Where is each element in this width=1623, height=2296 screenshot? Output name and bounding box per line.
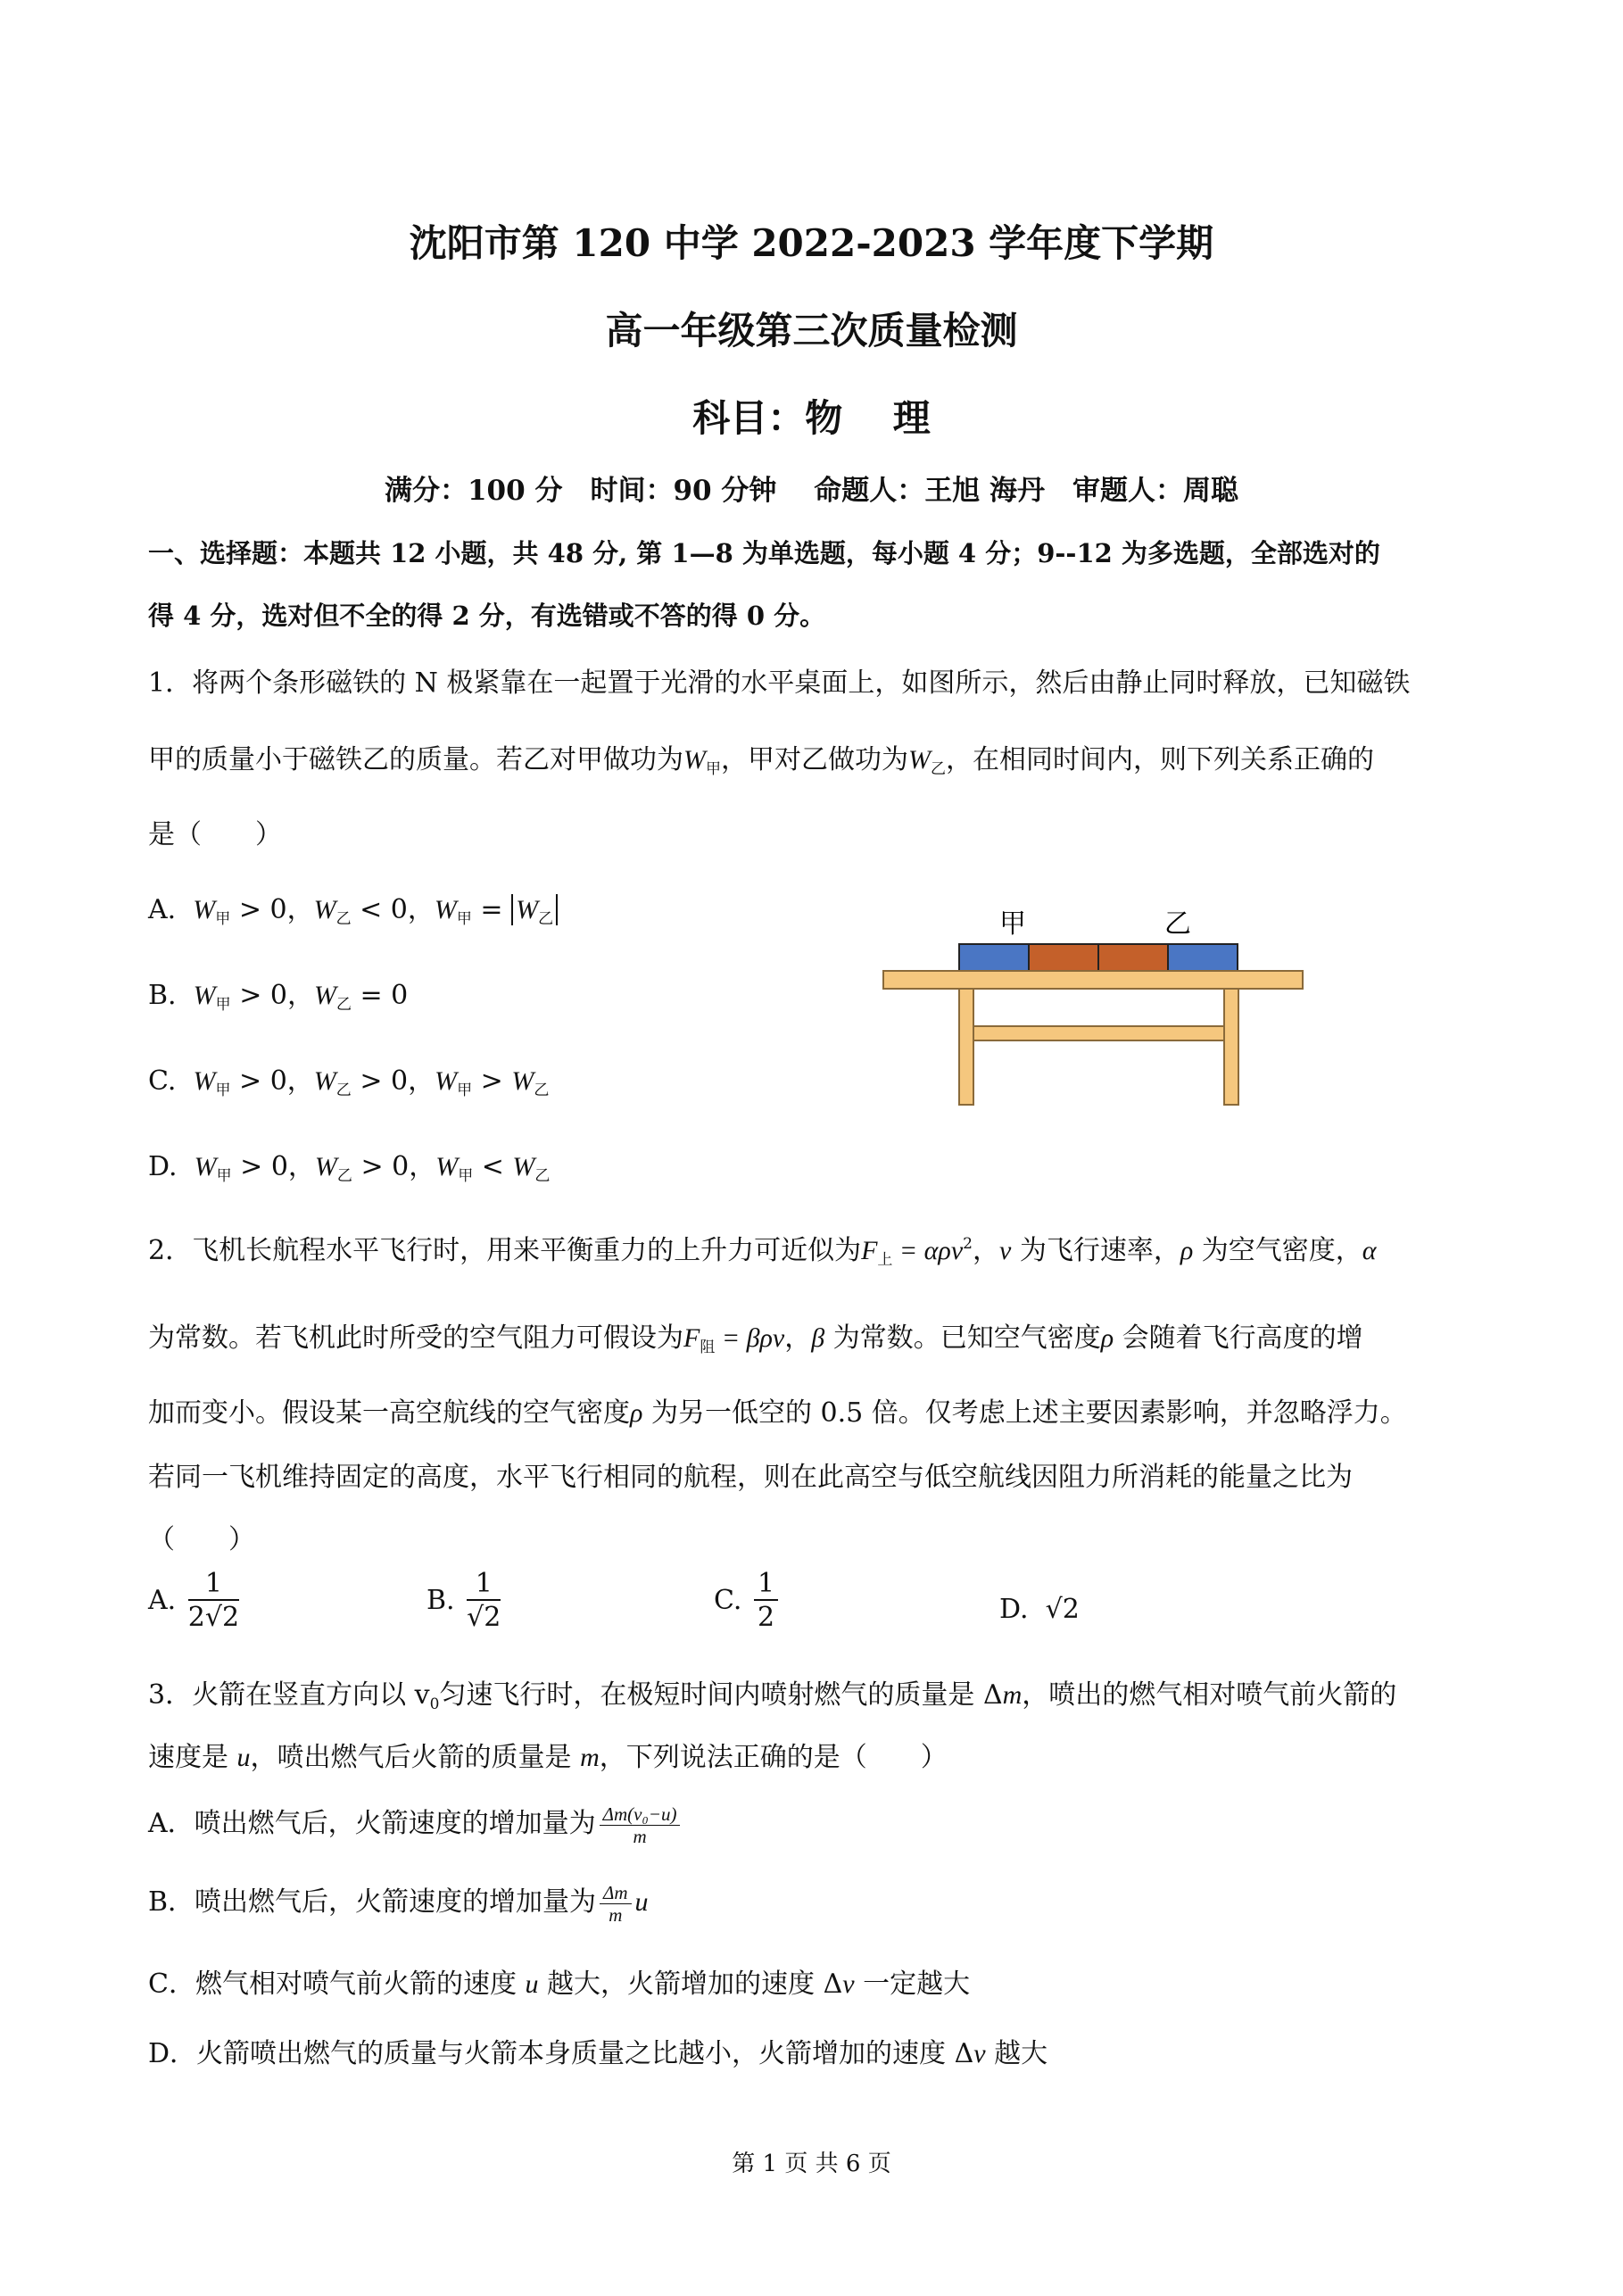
section-heading-line1: 一、选择题：本题共 12 小题，共 48 分, 第 1—8 为单选题，每小题 4 分；9--12 为多选题，全部选对的 [148,538,1380,568]
q2-line2: 为常数。若飞机此时所受的空气阻力可假设为$F_阻 = \beta\rho v$，β 为常数。已知空气密度ρ 会随着飞行高度的增 [148,1322,1363,1356]
table-top [883,971,1303,989]
magnet-yi-n-pole [1098,944,1168,971]
q1-option-a[interactable]: A. $W_甲 > 0$，$W_乙 < 0$，$W_甲 = W_乙$ [148,887,558,926]
label-yi: 乙 [1164,908,1191,940]
q1-option-c[interactable]: C. $W_甲 > 0$，$W_乙 > 0$，$W_甲 > W_乙$ [148,1065,550,1099]
q2-option-d[interactable]: D. √2 [999,1594,1080,1625]
q1-line1: 1．将两个条形磁铁的 N 极紧靠在一起置于光滑的水平桌面上，如图所示，然后由静止同时释放，已知磁铁 [148,667,1411,699]
q3-line2: 速度是 u，喷出燃气后火箭的质量是 m，下列说法正确的是（ ） [148,1742,948,1773]
magnet-table-figure [874,901,1321,1133]
page-subtitle: 高一年级第三次质量检测 [605,309,1018,352]
q1-option-d[interactable]: D. $W_甲 > 0$，$W_乙 > 0$，$W_甲 < W_乙$ [148,1151,551,1185]
table-crossbar [973,1026,1224,1040]
q2-option-b[interactable]: B. $\frac{1}{√2}$ [426,1568,501,1633]
q3-line1: 3．火箭在竖直方向以 $v_0$匀速飞行时，在极短时间内喷射燃气的质量是 Δm，喷出的燃气相对喷气前火箭的 [148,1679,1397,1713]
q2-line1: 2．飞机长航程水平飞行时，用来平衡重力的上升力可近似为$F_上 = \alpha\rho v^2$，v 为飞行速率，ρ 为空气密度，α [148,1235,1377,1269]
magnet-yi-s-pole [1168,944,1238,971]
q2-option-c[interactable]: C. $\frac{1}{2}$ [714,1569,782,1635]
q3-option-a[interactable]: A．喷出燃气后，火箭速度的增加量为 $\frac{\text{Δm(v₀−u)}}{m}$ [148,1801,683,1847]
section-heading-line2: 得 4 分，选对但不全的得 2 分，有选错或不答的得 0 分。 [148,601,826,631]
magnet-jia-n-pole [1029,944,1098,971]
q1-line2: 甲的质量小于磁铁乙的质量。若乙对甲做功为$W_甲$，甲对乙做功为$W_乙$，在相同时间内，则下列关系正确的 [148,744,1374,778]
q1-line3: 是（ ） [148,819,282,850]
magnet-jia-s-pole [959,944,1029,971]
exam-meta: 满分：100 分 时间：90 分钟 命题人：王旭 海丹 审题人：周聪 [384,475,1239,507]
q2-option-a[interactable]: A. $\frac{1}{2√2}$ [148,1568,240,1633]
table-leg-left [959,989,973,1105]
q3-option-c[interactable]: C．燃气相对喷气前火箭的速度 u 越大，火箭增加的速度 Δv 一定越大 [148,1969,971,2000]
page-footer: 第 1 页 共 6 页 [732,2151,891,2177]
q1-option-b[interactable]: B. $W_甲 > 0$，$W_乙 = 0$ [148,980,409,1014]
subject-title: 科目：物 理 [692,396,931,440]
q2-line3: 加而变小。假设某一高空航线的空气密度ρ 为另一低空的 0.5 倍。仅考虑上述主要因素影响，并忽略浮力。 [148,1397,1407,1429]
label-jia: 甲 [999,908,1026,940]
q2-line4: 若同一飞机维持固定的高度，水平飞行相同的航程，则在此高空与低空航线因阻力所消耗的能量之比为 [148,1462,1353,1493]
table-leg-right [1224,989,1238,1105]
q3-option-d[interactable]: D．火箭喷出燃气的质量与火箭本身质量之比越小，火箭增加的速度 Δv 越大 [148,2038,1048,2069]
page-title: 沈阳市第 120 中学 2022-2023 学年度下学期 [409,221,1214,265]
q2-line5: （ ） [148,1524,255,1555]
q3-option-b[interactable]: B．喷出燃气后，火箭速度的增加量为 $\frac{\Delta m}{m}$ u [148,1881,649,1926]
